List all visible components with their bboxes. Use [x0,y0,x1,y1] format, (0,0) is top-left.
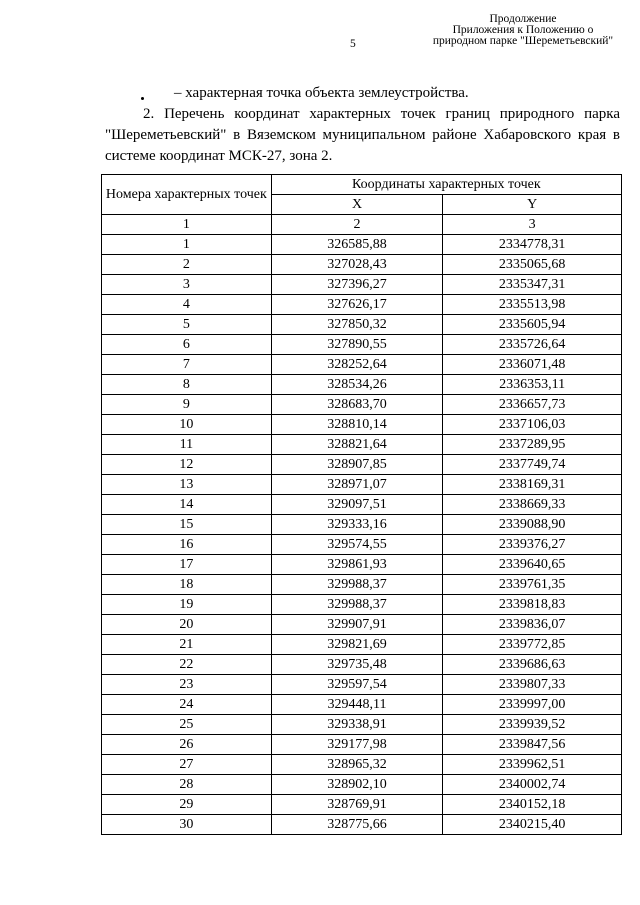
point-number-cell: 24 [102,695,272,715]
y-coordinate-cell: 2338669,33 [443,495,622,515]
y-coordinate-cell: 2335726,64 [443,335,622,355]
col-point-numbers-header: Номера характерных точек [102,175,272,215]
y-coordinate-cell: 2339836,07 [443,615,622,635]
table-row [102,735,622,755]
x-coordinate-cell: 328683,70 [271,395,443,415]
point-number-cell: 2 [102,255,272,275]
section-paragraph: 2. Перечень координат характерных точек границ природного парка "Шереметьевский" в Вяземском муниципальном районе Хабаровского края в системе координат МСК-27, зона 2. [105,106,620,164]
table-row [102,795,622,815]
table-row [102,615,622,635]
legend-line [144,85,469,102]
point-number-cell: 11 [102,435,272,455]
point-number-cell: 6 [102,335,272,355]
table-row [102,395,622,415]
point-number-cell: 28 [102,775,272,795]
table-row [102,695,622,715]
x-coordinate-cell: 328965,32 [271,755,443,775]
point-number-cell: 10 [102,415,272,435]
point-number-cell: 7 [102,355,272,375]
x-coordinate-cell: 327626,17 [271,295,443,315]
y-coordinate-cell: 2336657,73 [443,395,622,415]
y-coordinate-cell: 2340002,74 [443,775,622,795]
column-index-row [102,215,622,235]
table-row [102,555,622,575]
y-coordinate-cell: 2339997,00 [443,695,622,715]
point-number-cell: 23 [102,675,272,695]
y-coordinate-cell: 2336353,11 [443,375,622,395]
column-index: 3 [443,215,622,235]
point-number-cell: 25 [102,715,272,735]
header-park-name: природном парке "Шереметьевский" [432,35,614,47]
table-row [102,535,622,555]
header-appendix-ref: Приложения к Положению о [452,24,594,36]
y-coordinate-cell: 2340152,18 [443,795,622,815]
x-coordinate-cell: 328775,66 [271,815,443,835]
x-coordinate-cell: 329597,54 [271,675,443,695]
x-coordinate-cell: 329177,98 [271,735,443,755]
y-coordinate-cell: 2339818,83 [443,595,622,615]
x-coordinate-cell: 328252,64 [271,355,443,375]
point-number-cell: 17 [102,555,272,575]
point-number-cell: 15 [102,515,272,535]
table-row [102,495,622,515]
y-coordinate-cell: 2339939,52 [443,715,622,735]
page-number: 5 [350,38,356,50]
x-coordinate-cell: 328821,64 [271,435,443,455]
y-coordinate-cell: 2339686,63 [443,655,622,675]
table-row [102,235,622,255]
x-coordinate-cell: 329333,16 [271,515,443,535]
table-row [102,455,622,475]
column-index: 1 [102,215,272,235]
y-coordinate-cell: 2339088,90 [443,515,622,535]
table-row [102,755,622,775]
x-coordinate-cell: 329861,93 [271,555,443,575]
characteristic-point-symbol [141,97,144,100]
point-number-cell: 14 [102,495,272,515]
y-coordinate-cell: 2335605,94 [443,315,622,335]
point-number-cell: 20 [102,615,272,635]
x-coordinate-cell: 329988,37 [271,595,443,615]
point-number-cell: 27 [102,755,272,775]
point-number-cell: 22 [102,655,272,675]
y-coordinate-cell: 2338169,31 [443,475,622,495]
y-coordinate-cell: 2335347,31 [443,275,622,295]
table-row [102,515,622,535]
x-coordinate-cell: 329338,91 [271,715,443,735]
x-coordinate-cell: 328810,14 [271,415,443,435]
table-row [102,415,622,435]
header-continuation: Продолжение [489,13,557,25]
table-row [102,655,622,675]
table-row [102,675,622,695]
table-row [102,635,622,655]
point-number-cell: 8 [102,375,272,395]
point-number-cell: 1 [102,235,272,255]
x-coordinate-cell: 327396,27 [271,275,443,295]
point-number-cell: 4 [102,295,272,315]
y-coordinate-cell: 2337106,03 [443,415,622,435]
table-row [102,315,622,335]
point-number-cell: 12 [102,455,272,475]
x-coordinate-cell: 328534,26 [271,375,443,395]
y-coordinate-cell: 2335513,98 [443,295,622,315]
x-coordinate-cell: 327028,43 [271,255,443,275]
table-row [102,255,622,275]
point-number-cell: 30 [102,815,272,835]
table-row [102,815,622,835]
column-index: 2 [271,215,443,235]
point-number-cell: 13 [102,475,272,495]
y-coordinate-cell: 2339376,27 [443,535,622,555]
y-coordinate-cell: 2339772,85 [443,635,622,655]
table-row [102,715,622,735]
x-coordinate-cell: 328769,91 [271,795,443,815]
document-header [418,14,628,47]
point-number-cell: 9 [102,395,272,415]
table-row [102,595,622,615]
table-row [102,575,622,595]
table-row [102,275,622,295]
table-row [102,295,622,315]
y-coordinate-cell: 2336071,48 [443,355,622,375]
y-coordinate-cell: 2339640,65 [443,555,622,575]
y-coordinate-cell: 2339761,35 [443,575,622,595]
x-coordinate-cell: 329821,69 [271,635,443,655]
table-row [102,335,622,355]
y-coordinate-cell: 2334778,31 [443,235,622,255]
point-number-cell: 18 [102,575,272,595]
coordinates-group-header: Координаты характерных точек [271,175,621,195]
x-coordinate-cell: 329735,48 [271,655,443,675]
y-coordinate-cell: 2335065,68 [443,255,622,275]
point-number-cell: 21 [102,635,272,655]
x-column-header: X [271,195,443,215]
table-row [102,435,622,455]
y-coordinate-cell: 2337749,74 [443,455,622,475]
table-row [102,475,622,495]
x-coordinate-cell: 328971,07 [271,475,443,495]
legend-text: – характерная точка объекта землеустройства. [174,85,469,101]
point-number-cell: 5 [102,315,272,335]
x-coordinate-cell: 329097,51 [271,495,443,515]
y-coordinate-cell: 2339962,51 [443,755,622,775]
y-coordinate-cell: 2339807,33 [443,675,622,695]
point-number-cell: 19 [102,595,272,615]
coordinates-table [101,174,622,835]
x-coordinate-cell: 327890,55 [271,335,443,355]
point-number-cell: 29 [102,795,272,815]
y-coordinate-cell: 2339847,56 [443,735,622,755]
point-number-cell: 16 [102,535,272,555]
point-number-cell: 26 [102,735,272,755]
y-coordinate-cell: 2337289,95 [443,435,622,455]
y-column-header: Y [443,195,622,215]
table-row [102,775,622,795]
x-coordinate-cell: 328907,85 [271,455,443,475]
x-coordinate-cell: 329907,91 [271,615,443,635]
table-row [102,355,622,375]
x-coordinate-cell: 328902,10 [271,775,443,795]
x-coordinate-cell: 326585,88 [271,235,443,255]
x-coordinate-cell: 329988,37 [271,575,443,595]
x-coordinate-cell: 327850,32 [271,315,443,335]
y-coordinate-cell: 2340215,40 [443,815,622,835]
point-number-cell: 3 [102,275,272,295]
x-coordinate-cell: 329574,55 [271,535,443,555]
table-row [102,375,622,395]
x-coordinate-cell: 329448,11 [271,695,443,715]
